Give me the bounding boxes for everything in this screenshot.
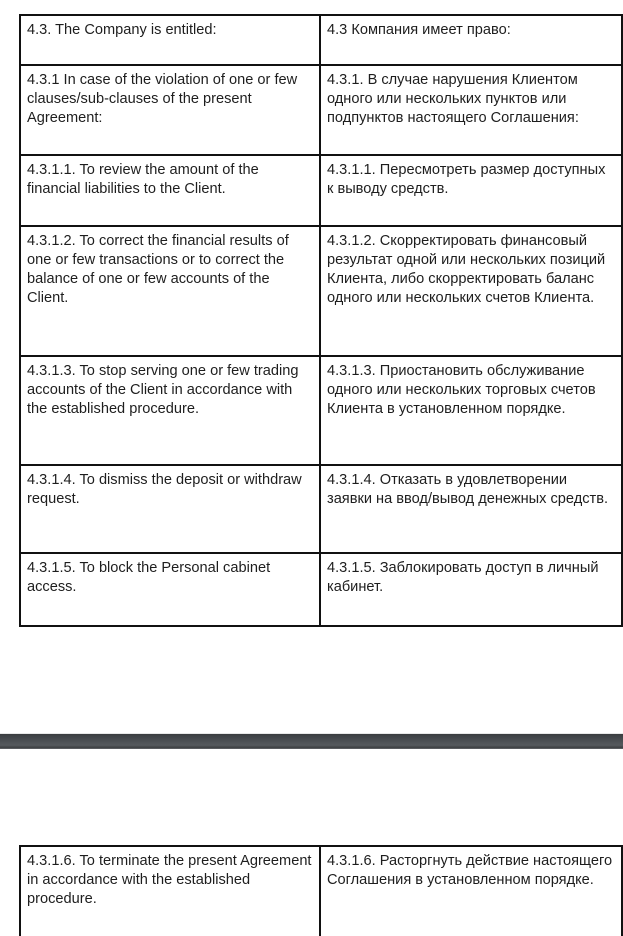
table-row (20, 155, 622, 226)
table-row (20, 226, 622, 356)
table-row (20, 553, 622, 626)
clause-text-en: 4.3.1.2. To correct the financial results of one or few transactions or to correct the balance of one or few accounts of the Client. (20, 226, 320, 356)
clause-text-en: 4.3.1.6. To terminate the present Agreement in accordance with the established procedure. (20, 846, 320, 936)
table-row (20, 65, 622, 155)
table-row (20, 846, 622, 936)
clause-text-ru: 4.3.1.5. Заблокировать доступ в личный кабинет. (320, 553, 622, 626)
clause-text-ru: 4.3.1.4. Отказать в удовлетворении заявки на ввод/вывод денежных средств. (320, 465, 622, 553)
clause-text-ru: 4.3.1.3. Приостановить обслуживание одного или нескольких торговых счетов Клиента в установленном порядке. (320, 356, 622, 465)
bilingual-clause-table (19, 14, 623, 627)
table-row (20, 15, 622, 65)
clause-text-ru: 4.3.1.6. Расторгнуть действие настоящего Соглашения в установленном порядке. (320, 846, 622, 936)
bilingual-clause-table (19, 845, 623, 936)
clause-text-en: 4.3.1.4. To dismiss the deposit or withdraw request. (20, 465, 320, 553)
clause-text-ru: 4.3.1.2. Скорректировать финансовый результат одной или нескольких позиций Клиента, либо скорректировать баланс одного или нескольких счетов Клиента. (320, 226, 622, 356)
clause-text-ru: 4.3 Компания имеет право: (320, 15, 622, 65)
page-separator (0, 733, 623, 750)
document-page-2 (0, 749, 623, 925)
clause-text-en: 4.3. The Company is entitled: (20, 15, 320, 65)
clause-text-en: 4.3.1.1. To review the amount of the financial liabilities to the Client. (20, 155, 320, 226)
table-row (20, 465, 622, 553)
clause-text-en: 4.3.1.5. To block the Personal cabinet access. (20, 553, 320, 626)
clause-text-ru: 4.3.1.1. Пересмотреть размер доступных к выводу средств. (320, 155, 622, 226)
clause-text-en: 4.3.1 In case of the violation of one or few clauses/sub-clauses of the present Agreement: (20, 65, 320, 155)
clause-text-ru: 4.3.1. В случае нарушения Клиентом одного или нескольких пунктов или подпунктов настоящего Соглашения: (320, 65, 622, 155)
clause-text-en: 4.3.1.3. To stop serving one or few trading accounts of the Client in accordance with the established procedure. (20, 356, 320, 465)
table-row (20, 356, 622, 465)
